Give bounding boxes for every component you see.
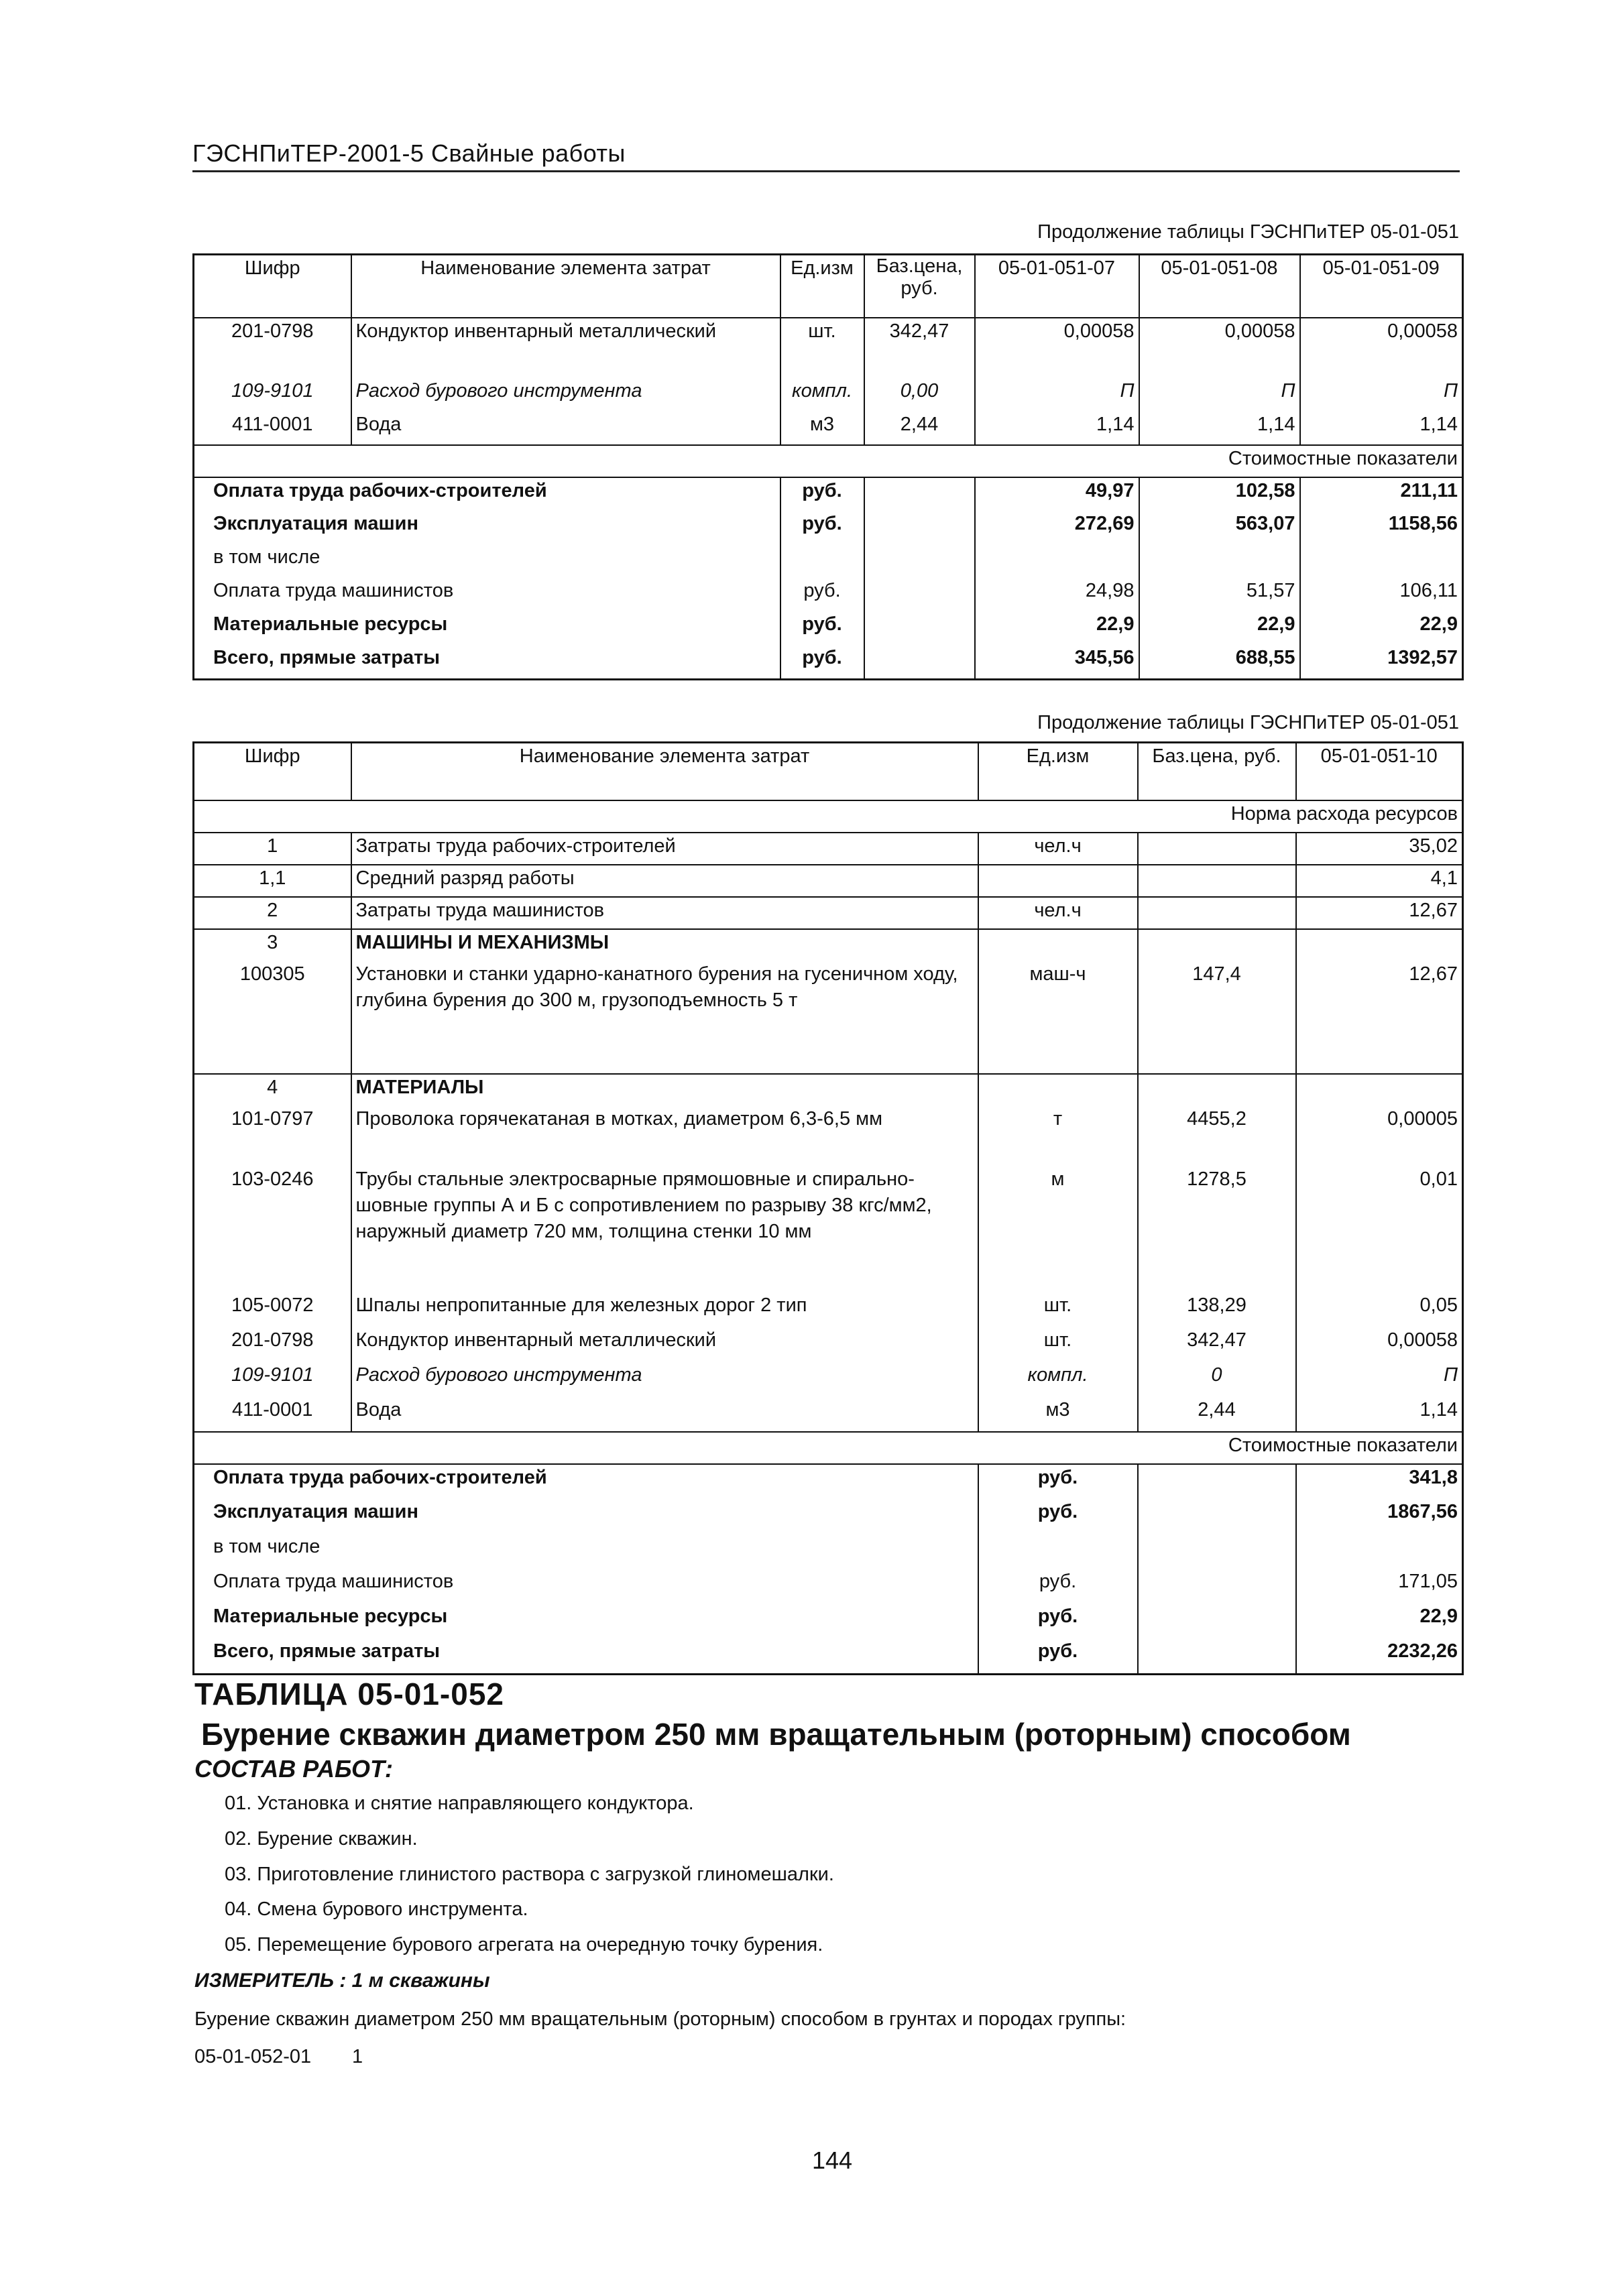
cell-code: 103-0246 [194,1166,351,1292]
cell-unit [978,865,1138,897]
cost-value: 171,05 [1296,1569,1463,1604]
cost-price [1138,1534,1296,1569]
cost-header: Стоимостные показатели [194,1432,1463,1464]
col-header: 05-01-051-09 [1300,255,1463,318]
cost-row [194,1499,1463,1534]
works-title: СОСТАВ РАБОТ: [194,1755,393,1783]
cell-price: 147,4 [1138,961,1296,1074]
page-number: 144 [812,2147,853,2174]
cost-price [864,477,975,511]
cost-unit: руб. [780,645,864,680]
table1-continuation: Продолжение таблицы ГЭСНПиТЕР 05-01-051 [1037,221,1459,243]
table-row [194,1397,1463,1432]
cost-row [194,544,1463,578]
cost-value: 51,57 [1139,578,1300,611]
cell-value: 1,14 [975,412,1139,445]
cell-price: 342,47 [1138,1327,1296,1362]
cell-name: Кондуктор инвентарный металлический [351,318,780,378]
header-rule [192,170,1460,172]
cell-name: Вода [351,412,780,445]
cost-value: 22,9 [1139,611,1300,645]
work-step: 02. Бурение скважин. [225,1828,418,1850]
cost-value: 49,97 [975,477,1139,511]
cost-value [1300,544,1463,578]
cost-price [864,544,975,578]
cost-label: Эксплуатация машин [194,1499,978,1534]
table-row [194,412,1463,445]
cell-name: Расход бурового инструмента [351,1362,978,1397]
table1-header-row [194,255,1463,318]
cell-code: 201-0798 [194,318,351,378]
cell-price: 138,29 [1138,1292,1296,1327]
col-header: 05-01-051-08 [1139,255,1300,318]
cost-unit [978,1534,1138,1569]
cost-value: 102,58 [1139,477,1300,511]
cell-value: 0,00058 [1296,1327,1463,1362]
cost-value: 341,8 [1296,1464,1463,1499]
meter-label: ИЗМЕРИТЕЛЬ : 1 м скважины [194,1970,490,1992]
cost-label: Эксплуатация машин [194,511,780,544]
col-header: Наименование элемента затрат [351,255,780,318]
table-row [194,1166,1463,1292]
cell-value: П [1296,1362,1463,1397]
table2 [192,741,1464,1675]
cost-value: 22,9 [1300,611,1463,645]
cost-header: Стоимостные показатели [194,445,1463,477]
table-row [194,378,1463,412]
table-subtitle: Бурение скважин диаметром 250 мм вращательным (роторным) способом [201,1717,1351,1752]
cell-price [1138,833,1296,865]
cell-price: 4455,2 [1138,1106,1296,1166]
cost-label: Всего, прямые затраты [194,1638,978,1675]
col-header: Наименование элемента затрат [351,743,978,800]
table-row [194,865,1463,897]
work-step: 01. Установка и снятие направляющего кондуктора. [225,1793,694,1814]
cell-name: Средний разряд работы [351,865,978,897]
col-header: Ед.изм [780,255,864,318]
section-description: Бурение скважин диаметром 250 мм вращательным (роторным) способом в грунтах и породах группы: [194,2008,1126,2030]
cell-code: 105-0072 [194,1292,351,1327]
cell-code: 411-0001 [194,1397,351,1432]
cost-price [1138,1499,1296,1534]
cell-value: 4,1 [1296,865,1463,897]
rate-group: 1 [352,2046,363,2067]
cell-price [1138,865,1296,897]
table-title: ТАБЛИЦА 05-01-052 [194,1677,504,1711]
cost-price [864,645,975,680]
col-header: Ед.изм [978,743,1138,800]
cost-value: 345,56 [975,645,1139,680]
cell-price: 0,00 [864,378,975,412]
section-title: МАШИНЫ И МЕХАНИЗМЫ [351,929,978,961]
cost-unit [780,544,864,578]
table-row [194,1292,1463,1327]
cell-value: 0,00005 [1296,1106,1463,1166]
cost-row [194,645,1463,680]
cell-unit: компл. [978,1362,1138,1397]
cell-unit: шт. [978,1292,1138,1327]
col-header: 05-01-051-10 [1296,743,1463,800]
cost-value: 1158,56 [1300,511,1463,544]
cell-value: 0,01 [1296,1166,1463,1292]
cell-unit: м3 [780,412,864,445]
cost-row [194,477,1463,511]
cost-value: 22,9 [975,611,1139,645]
cell-price: 342,47 [864,318,975,378]
col-header: Шифр [194,255,351,318]
cell-value: 1,14 [1296,1397,1463,1432]
cell-value [1296,929,1463,961]
cost-value: 272,69 [975,511,1139,544]
cost-row [194,1604,1463,1638]
cell-value: 12,67 [1296,897,1463,929]
cost-price [1138,1604,1296,1638]
col-header: Баз.цена, руб. [864,255,975,318]
cell-code: 109-9101 [194,378,351,412]
cost-value: 211,11 [1300,477,1463,511]
cost-row [194,1464,1463,1499]
col-header: Шифр [194,743,351,800]
table2-continuation: Продолжение таблицы ГЭСНПиТЕР 05-01-051 [1037,712,1459,733]
cell-price: 0 [1138,1362,1296,1397]
cell-name: Затраты труда рабочих-строителей [351,833,978,865]
cell-unit: чел.ч [978,897,1138,929]
cell-name: Вода [351,1397,978,1432]
cost-unit: руб. [780,578,864,611]
cost-row [194,1569,1463,1604]
cost-price [864,511,975,544]
table-row [194,897,1463,929]
running-header: ГЭСНПиТЕР-2001-5 Свайные работы [192,139,626,167]
cell-unit: шт. [780,318,864,378]
cell-code: 100305 [194,961,351,1074]
cell-code: 2 [194,897,351,929]
cell-price [1138,897,1296,929]
cell-unit: м [978,1166,1138,1292]
cell-code: 101-0797 [194,1106,351,1166]
cell-name: Проволока горячекатаная в мотках, диаметром 6,3-6,5 мм [351,1106,978,1166]
cost-value: 1392,57 [1300,645,1463,680]
cost-label: Всего, прямые затраты [194,645,780,680]
cost-price [864,578,975,611]
cell-price [1138,1074,1296,1106]
cell-price: 1278,5 [1138,1166,1296,1292]
section-title: МАТЕРИАЛЫ [351,1074,978,1106]
cell-name: Шпалы непропитанные для железных дорог 2 тип [351,1292,978,1327]
col-header: Баз.цена, руб. [1138,743,1296,800]
table-row [194,1327,1463,1362]
cost-row [194,1638,1463,1675]
cost-price [1138,1464,1296,1499]
cost-unit: руб. [780,477,864,511]
cost-value: 2232,26 [1296,1638,1463,1675]
cost-label: Материальные ресурсы [194,1604,978,1638]
cost-unit: руб. [978,1499,1138,1534]
cost-header-row [194,1432,1463,1464]
cell-value: 0,00058 [1300,318,1463,378]
cell-price [1138,929,1296,961]
cost-value: 688,55 [1139,645,1300,680]
cost-label: в том числе [194,1534,978,1569]
cell-code: 1 [194,833,351,865]
cost-value [1296,1534,1463,1569]
norm-header-row [194,800,1463,833]
work-step: 03. Приготовление глинистого раствора с загрузкой глиномешалки. [225,1864,834,1885]
cost-row [194,511,1463,544]
cell-value: П [1139,378,1300,412]
cost-price [1138,1569,1296,1604]
cell-code: 201-0798 [194,1327,351,1362]
section-row [194,929,1463,961]
col-header: 05-01-051-07 [975,255,1139,318]
cell-name: Установки и станки ударно-канатного бурения на гусеничном ходу, глубина бурения до 300 м, грузоподъемность 5 т [351,961,978,1074]
cell-name: Трубы стальные электросварные прямошовные и спирально-шовные группы А и Б с сопротивлением по разрыву 38 кгс/мм2, наружный диаметр 720 мм, толщина стенки 10 мм [351,1166,978,1292]
cost-value [975,544,1139,578]
cell-value: 0,05 [1296,1292,1463,1327]
cost-unit: руб. [780,611,864,645]
cell-value: 1,14 [1139,412,1300,445]
work-step: 04. Смена бурового инструмента. [225,1898,528,1920]
cell-value: 12,67 [1296,961,1463,1074]
cell-unit [978,929,1138,961]
cell-value [1296,1074,1463,1106]
cost-unit: руб. [978,1638,1138,1675]
cost-unit: руб. [978,1464,1138,1499]
section-row [194,1074,1463,1106]
cost-unit: руб. [978,1569,1138,1604]
cell-unit: шт. [978,1327,1138,1362]
cost-value: 563,07 [1139,511,1300,544]
cell-price: 2,44 [1138,1397,1296,1432]
norm-header: Норма расхода ресурсов [194,800,1463,833]
cell-code: 411-0001 [194,412,351,445]
cell-unit: м3 [978,1397,1138,1432]
cell-value: П [1300,378,1463,412]
cell-name: Затраты труда машинистов [351,897,978,929]
cost-value: 22,9 [1296,1604,1463,1638]
cell-name: Кондуктор инвентарный металлический [351,1327,978,1362]
rate-code: 05-01-052-01 [194,2046,312,2067]
cost-value [1139,544,1300,578]
cost-label: Оплата труда рабочих-строителей [194,477,780,511]
cost-label: в том числе [194,544,780,578]
cost-row [194,611,1463,645]
cell-unit: компл. [780,378,864,412]
cell-code: 1,1 [194,865,351,897]
cost-header-row [194,445,1463,477]
cost-price [1138,1638,1296,1675]
table2-header-row [194,743,1463,800]
cost-label: Оплата труда рабочих-строителей [194,1464,978,1499]
cell-unit: чел.ч [978,833,1138,865]
cell-value: 0,00058 [975,318,1139,378]
cost-unit: руб. [780,511,864,544]
cost-row [194,1534,1463,1569]
cost-value: 1867,56 [1296,1499,1463,1534]
cell-code: 3 [194,929,351,961]
cell-name: Расход бурового инструмента [351,378,780,412]
cell-value: 0,00058 [1139,318,1300,378]
cell-price: 2,44 [864,412,975,445]
table-row [194,318,1463,378]
cost-row [194,578,1463,611]
cell-value: П [975,378,1139,412]
table-row [194,961,1463,1074]
cell-code: 4 [194,1074,351,1106]
cell-unit: т [978,1106,1138,1166]
table-row [194,833,1463,865]
cell-code: 109-9101 [194,1362,351,1397]
cost-value: 106,11 [1300,578,1463,611]
table1 [192,253,1464,680]
cost-label: Оплата труда машинистов [194,578,780,611]
cost-unit: руб. [978,1604,1138,1638]
table-row [194,1362,1463,1397]
table-row [194,1106,1463,1166]
cost-price [864,611,975,645]
cost-value: 24,98 [975,578,1139,611]
cell-unit [978,1074,1138,1106]
work-step: 05. Перемещение бурового агрегата на очередную точку бурения. [225,1934,823,1955]
cell-unit: маш-ч [978,961,1138,1074]
cost-label: Материальные ресурсы [194,611,780,645]
cost-label: Оплата труда машинистов [194,1569,978,1604]
cell-value: 1,14 [1300,412,1463,445]
cell-value: 35,02 [1296,833,1463,865]
